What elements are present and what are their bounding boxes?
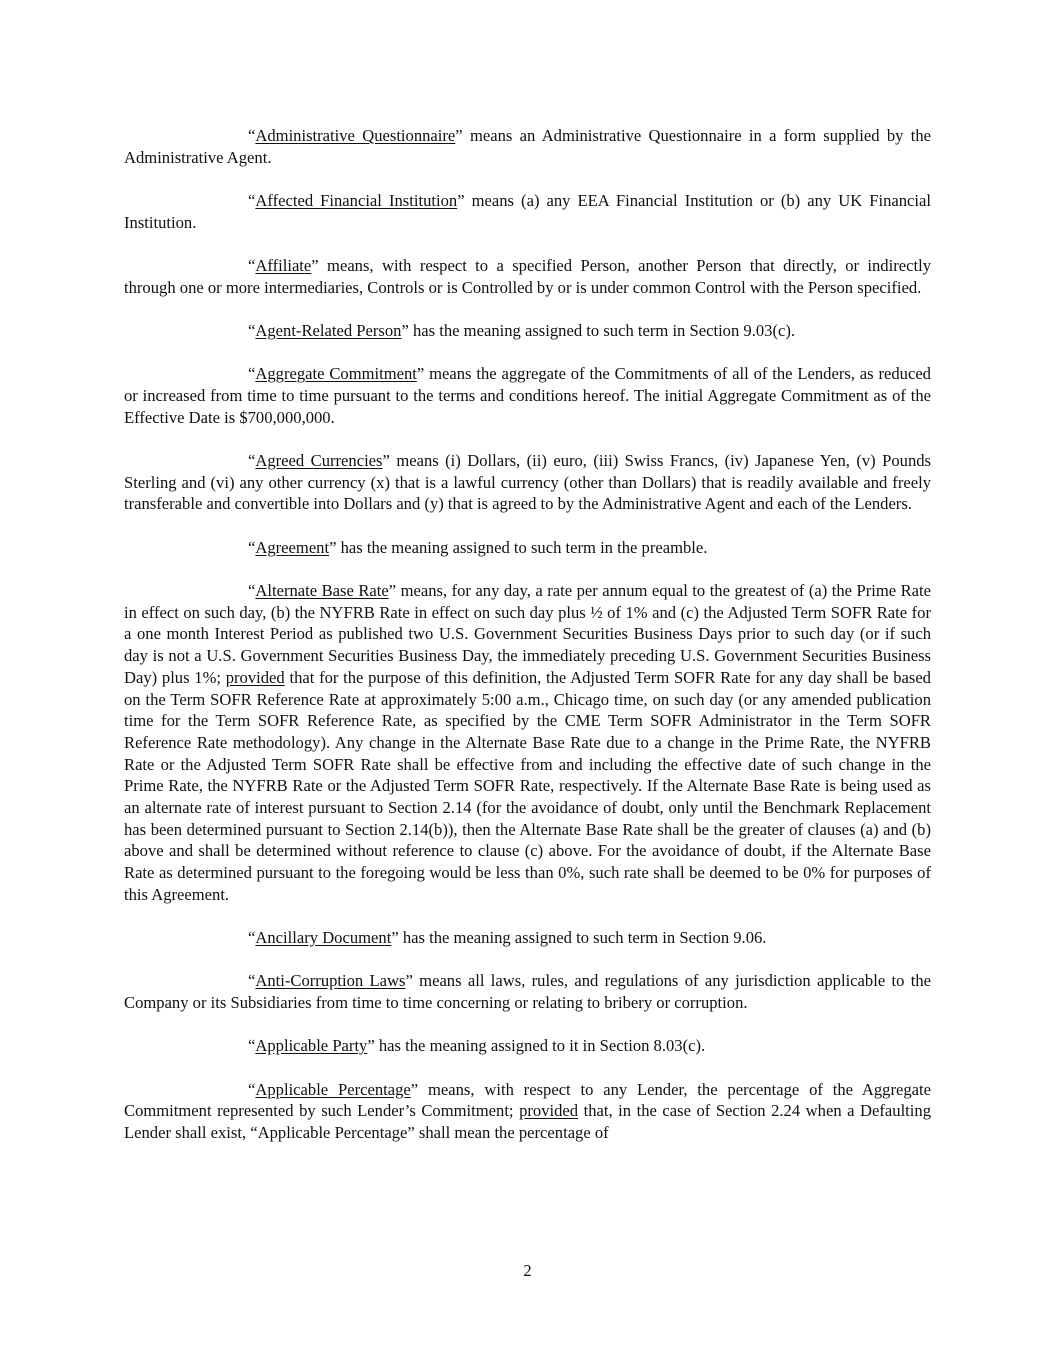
definition-paragraph: “Applicable Party” has the meaning assigned to it in Section 8.03(c). xyxy=(248,1036,706,1056)
definition-text: means (a) any EEA Financial Institution or (b) any UK Financial Institution. xyxy=(124,191,931,232)
defined-term: Aggregate Commitment xyxy=(255,364,417,384)
defined-term: Affiliate xyxy=(255,256,312,275)
definition-text: has the meaning assigned to it in Section 8.03(c). xyxy=(374,1036,706,1056)
definition-paragraph: “Affiliate” means, with respect to a specified Person, another Person that directly, or indirectly through one or more intermediaries, Controls or is Controlled by or is under common Control with the Person specified. xyxy=(124,256,931,297)
definition-text: means the aggregate of the Commitments of all of the Lenders, as reduced or increased from time to time pursuant to the terms and conditions hereof. The initial Aggregate Commitment as of the Effective Date is $700,000,000. xyxy=(124,364,931,427)
defined-term: Agreed Currencies xyxy=(255,451,383,470)
defined-term: Alternate Base Rate xyxy=(255,581,389,600)
definition-paragraph: “Alternate Base Rate” means, for any day, a rate per annum equal to the greatest of (a) the Prime Rate in effect on such day, (b) the NYFRB Rate in effect on such day plus ½ of 1% and (c) the Adjusted Term SOFR Rate for a one month Interest Period as published two U.S. Government Securities Business Days prior to such day (or if such day is not a U.S. Government Securities Business Day, the immediately preceding U.S. Government Securities Business Day) plus 1%; provided that for the purpose of this definition, the Adjusted Term SOFR Rate for any day shall be based on the Term SOFR Reference Rate at approximately 5:00 a.m., Chicago time, on such day (or any amended publication time for the Term SOFR Reference Rate, as specified by the CME Term SOFR Administrator in the Term SOFR Reference Rate methodology). Any change in the Alternate Base Rate due to a change in the Prime Rate, the NYFRB Rate or the Adjusted Term SOFR Rate shall be effective from and including the effective date of such change in the Prime Rate, the NYFRB Rate or the Adjusted Term SOFR Rate, respectively. If the Alternate Base Rate is being used as an alternate rate of interest pursuant to Section 2.14 (for the avoidance of doubt, only until the Benchmark Replacement has been determined pursuant to Section 2.14(b)), then the Alternate Base Rate shall be the greater of clauses (a) and (b) above and shall be determined without reference to clause (c) above. For the avoidance of doubt, if the Alternate Base Rate as determined pursuant to the foregoing would be less than 0%, such rate shall be deemed to be 0% for purposes of this Agreement. xyxy=(124,581,931,904)
underlined-word: provided xyxy=(519,1101,579,1121)
underlined-word: provided xyxy=(225,667,285,687)
definition-text: means, with respect to any Lender, the percentage of the Aggregate Commitment represented by such Lender’s Commitment; xyxy=(124,1079,932,1121)
definition-text: has the meaning assigned to such term in Section 9.06. xyxy=(398,928,767,948)
definition-text: means an Administrative Questionnaire in a form supplied by the Administrative Agent. xyxy=(124,126,931,167)
defined-term: Administrative Questionnaire xyxy=(255,126,456,145)
defined-term: Ancillary Document xyxy=(255,928,392,948)
definition-paragraph: “Anti-Corruption Laws” means all laws, rules, and regulations of any jurisdiction applicable to the Company or its Subsidiaries from time to time concerning or relating to bribery or corruption. xyxy=(124,971,931,1013)
document-body xyxy=(124,125,931,1165)
definition-paragraph: “Aggregate Commitment” means the aggregate of the Commitments of all of the Lenders, as reduced or increased from time to time pursuant to the terms and conditions hereof. The initial Aggregate Commitment as of the Effective Date is $700,000,000. xyxy=(124,364,931,427)
definition-paragraph: “Affected Financial Institution” means (a) any EEA Financial Institution or (b) any UK Financial Institution. xyxy=(124,191,931,232)
definition-paragraph: “Agreement” has the meaning assigned to such term in the preamble. xyxy=(248,537,708,557)
definition-text: means (i) Dollars, (ii) euro, (iii) Swiss Francs, (iv) Japanese Yen, (v) Pounds Sterling and (vi) any other currency (x) that is a lawful currency (other than Dollars) that is readily available and freely transferable and convertible into Dollars and (y) that is agreed to by the Administrative Agent and each of the Lenders. xyxy=(124,451,932,514)
definition-text: means, for any day, a rate per annum equal to the greatest of (a) the Prime Rate in effect on such day, (b) the NYFRB Rate in effect on such day plus ½ of 1% and (c) the Adjusted Term SOFR Rate for a one month Interest Period as published two U.S. Government Securities Business Days prior to such day (or if such day is not a U.S. Government Securities Business Day, the immediately preceding U.S. Government Securities Business Day) plus 1%; xyxy=(124,581,931,687)
definition-text: has the meaning assigned to such term in Section 9.03(c). xyxy=(408,321,796,340)
definition-paragraph: “Agreed Currencies” means (i) Dollars, (ii) euro, (iii) Swiss Francs, (iv) Japanese Yen, (v) Pounds Sterling and (vi) any other currency (x) that is a lawful currency (other than Dollars) that is readily available and freely transferable and convertible into Dollars and (y) that is agreed to by the Administrative Agent and each of the Lenders. xyxy=(124,451,932,514)
defined-term: Agent-Related Person xyxy=(255,321,402,340)
defined-term: Affected Financial Institution xyxy=(255,191,458,210)
definition-text: has the meaning assigned to such term in the preamble. xyxy=(336,537,708,557)
defined-term: Agreement xyxy=(255,537,330,557)
defined-term: Applicable Percentage xyxy=(255,1079,411,1099)
definition-text: that, in the case of Section 2.24 when a Defaulting Lender shall exist, “Applicable Percentage” shall mean the percentage of xyxy=(124,1101,931,1143)
defined-term: Anti-Corruption Laws xyxy=(255,971,406,991)
defined-term: Applicable Party xyxy=(255,1036,368,1056)
definition-text: that for the purpose of this definition, the Adjusted Term SOFR Rate for any day shall be based on the Term SOFR Reference Rate at approximately 5:00 a.m., Chicago time, on such day (or any amended publication time for the Term SOFR Reference Rate, as specified by the CME Term SOFR Administrator in the Term SOFR Reference Rate methodology). Any change in the Alternate Base Rate due to a change in the Prime Rate, the NYFRB Rate or the Adjusted Term SOFR Rate shall be effective from and including the effective date of such change in the Prime Rate, the NYFRB Rate or the Adjusted Term SOFR Rate, respectively. If the Alternate Base Rate is being used as an alternate rate of interest pursuant to Section 2.14 (for the avoidance of doubt, only until the Benchmark Replacement has been determined pursuant to Section 2.14(b)), then the Alternate Base Rate shall be the greater of clauses (a) and (b) above and shall be determined without reference to clause (c) above. For the avoidance of doubt, if the Alternate Base Rate as determined pursuant to the foregoing would be less than 0%, such rate shall be deemed to be 0% for purposes of this Agreement. xyxy=(124,667,931,904)
definition-paragraph: “Administrative Questionnaire” means an Administrative Questionnaire in a form supplied by the Administrative Agent. xyxy=(124,126,931,167)
definition-paragraph: “Ancillary Document” has the meaning assigned to such term in Section 9.06. xyxy=(248,928,767,948)
definition-paragraph: “Applicable Percentage” means, with respect to any Lender, the percentage of the Aggregate Commitment represented by such Lender’s Commitment; provided that, in the case of Section 2.24 when a Defaulting Lender shall exist, “Applicable Percentage” shall mean the percentage of xyxy=(124,1079,932,1143)
page-number: 2 xyxy=(523,1261,532,1280)
definition-text: means, with respect to a specified Person, another Person that directly, or indirectly through one or more intermediaries, Controls or is Controlled by or is under common Control with the Person specified. xyxy=(124,256,931,297)
definition-text: means all laws, rules, and regulations of any jurisdiction applicable to the Company or its Subsidiaries from time to time concerning or relating to bribery or corruption. xyxy=(124,971,931,1013)
definition-paragraph: “Agent-Related Person” has the meaning assigned to such term in Section 9.03(c). xyxy=(248,321,796,340)
